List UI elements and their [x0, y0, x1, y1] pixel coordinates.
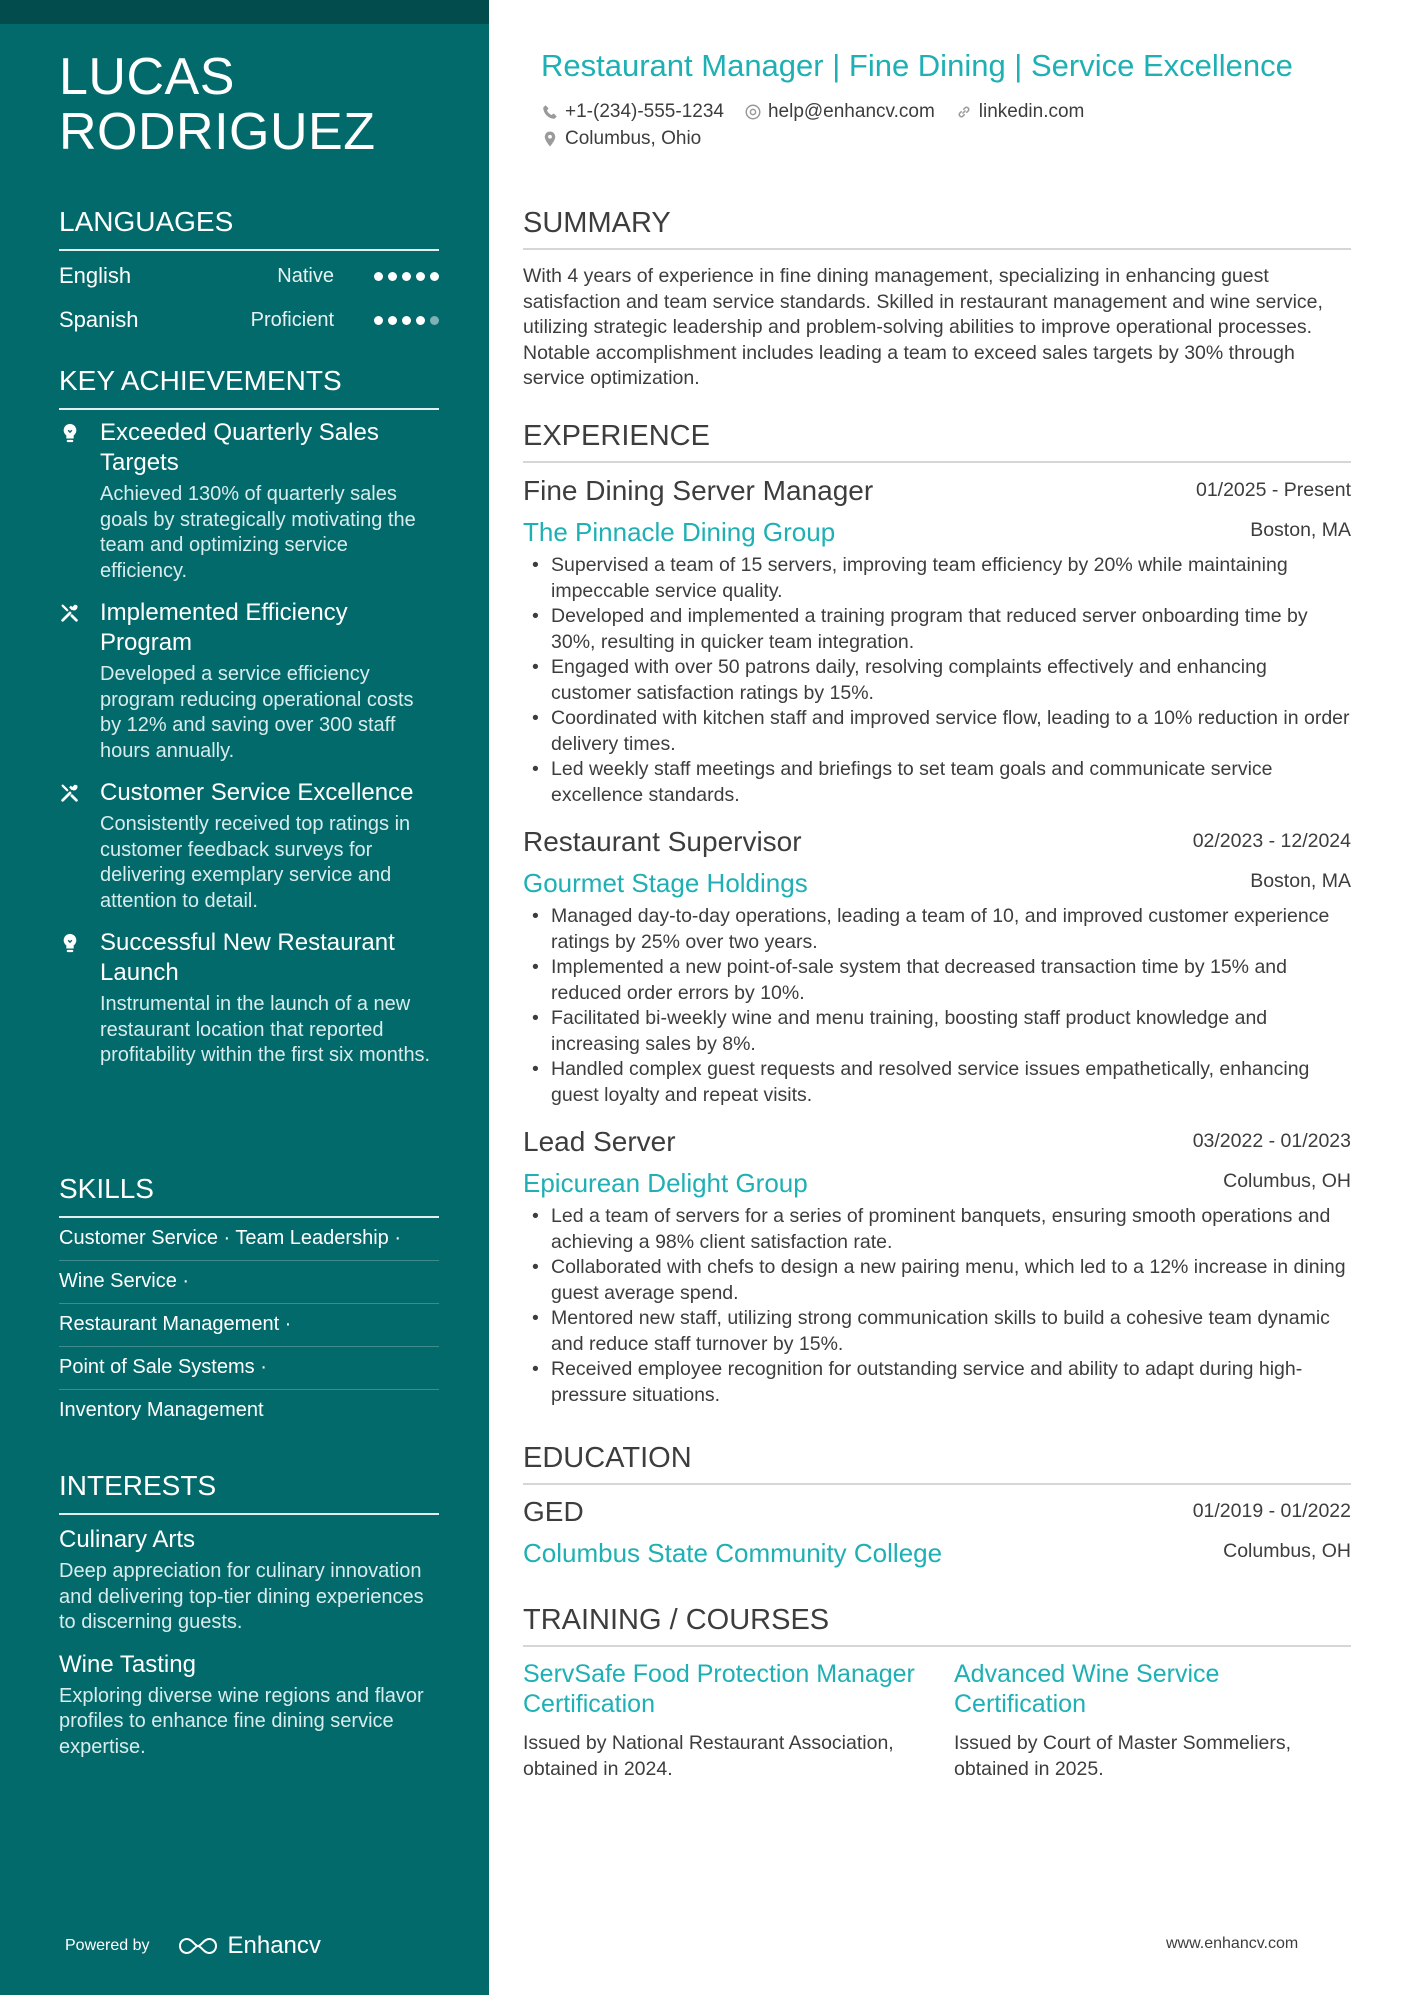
interest-desc: Deep appreciation for culinary innovation and delivering top-tier dining experiences to discerning guests. — [59, 1560, 424, 1633]
achievements-heading: KEY ACHIEVEMENTS — [59, 364, 439, 410]
rating-dot — [416, 272, 425, 281]
summary-heading: SUMMARY — [523, 206, 1351, 250]
headline: Restaurant Manager | Fine Dining | Service Excellence — [541, 48, 1293, 83]
sidebar — [0, 0, 489, 1995]
name-first: LUCAS — [59, 48, 235, 106]
job-bullet: • Collaborated with chefs to design a new pairing menu, which led to a 12% increase in dining guest average spend. — [523, 1255, 1351, 1306]
contact-email[interactable] — [744, 101, 935, 123]
tools-icon — [59, 782, 81, 804]
rating-dot — [374, 316, 383, 325]
footer-site-link[interactable]: www.enhancv.com — [1166, 1935, 1299, 1952]
rating-dot — [374, 272, 383, 281]
course-desc: Issued by National Restaurant Association, obtained in 2024. — [523, 1732, 894, 1780]
skill-line: Customer Service · Team Leadership · — [59, 1218, 439, 1261]
interests-heading: INTERESTS — [59, 1469, 439, 1515]
contact-location — [541, 128, 701, 150]
bulb-icon — [59, 932, 81, 954]
job-bullet: • Handled complex guest requests and resolved service issues empathetically, enhancing guest loyalty and repeat visits. — [523, 1057, 1351, 1108]
achievement-title: Successful New Restaurant Launch — [100, 929, 395, 986]
job-location: Boston, MA — [1250, 519, 1351, 541]
linkedin-text: linkedin.com — [978, 101, 1085, 122]
languages-heading: LANGUAGES — [59, 205, 439, 251]
contact-row — [541, 101, 1084, 123]
rating-dot — [388, 272, 397, 281]
job-bullet: • Received employee recognition for outstanding service and ability to adapt during high-pressure situations. — [523, 1357, 1351, 1408]
achievement-title: Implemented Efficiency Program — [100, 599, 348, 656]
enhancv-logo-text: Enhancv — [227, 1932, 321, 1959]
bulb-icon — [59, 422, 81, 444]
achievement-item — [59, 778, 439, 914]
language-rating — [374, 316, 439, 325]
enhancv-logo-icon — [176, 1935, 220, 1957]
education-degree: GED — [523, 1496, 584, 1527]
candidate-name — [59, 50, 376, 160]
job-bullet: • Mentored new staff, utilizing strong communication skills to build a cohesive team dynamic and reduce staff turnover by 15%. — [523, 1306, 1351, 1357]
education-entry — [523, 1496, 1351, 1574]
skill-line: Wine Service · — [59, 1261, 439, 1304]
at-icon — [744, 103, 762, 121]
course-title: Advanced Wine Service Certification — [954, 1660, 1220, 1718]
language-level: Proficient — [250, 309, 334, 331]
rating-dot — [430, 272, 439, 281]
experience-heading: EXPERIENCE — [523, 419, 1351, 463]
education-location: Columbus, OH — [1223, 1540, 1351, 1562]
job-entry — [523, 1126, 1351, 1408]
job-title: Lead Server — [523, 1126, 676, 1157]
job-company: The Pinnacle Dining Group — [523, 517, 836, 547]
course-title: ServSafe Food Protection Manager Certification — [523, 1660, 915, 1718]
languages-section — [59, 205, 439, 341]
job-bullet: • Facilitated bi-weekly wine and menu training, boosting staff product knowledge and increasing sales by 8%. — [523, 1006, 1351, 1057]
job-bullets — [523, 904, 1351, 1108]
rating-dot — [402, 316, 411, 325]
job-date: 03/2022 - 01/2023 — [1192, 1130, 1351, 1152]
job-bullet: • Led weekly staff meetings and briefings to set team goals and communicate service excellence standards. — [523, 757, 1351, 808]
rating-dot-empty — [430, 316, 439, 325]
skills-section — [59, 1172, 439, 1432]
job-title: Fine Dining Server Manager — [523, 475, 874, 506]
rating-dot — [388, 316, 397, 325]
language-name: English — [59, 263, 132, 288]
job-company: Epicurean Delight Group — [523, 1168, 808, 1198]
job-entry — [523, 475, 1351, 808]
achievement-desc: Achieved 130% of quarterly sales goals by strategically motivating the team and optimizing service efficiency. — [100, 483, 416, 582]
achievement-desc: Instrumental in the launch of a new restaurant location that reported profitability within the first six months. — [100, 993, 431, 1066]
job-title: Restaurant Supervisor — [523, 826, 802, 857]
language-name: Spanish — [59, 307, 139, 332]
link-icon — [955, 103, 973, 121]
achievement-item — [59, 598, 439, 764]
education-heading: EDUCATION — [523, 1441, 1351, 1485]
language-row — [59, 253, 439, 297]
skill-line: Inventory Management — [59, 1399, 264, 1421]
interest-title: Culinary Arts — [59, 1526, 196, 1553]
tools-icon — [59, 602, 81, 624]
job-bullet: • Coordinated with kitchen staff and improved service flow, leading to a 10% reduction in order delivery times. — [523, 706, 1351, 757]
job-bullet: • Managed day-to-day operations, leading a team of 10, and improved customer experience ratings by 25% over two years. — [523, 904, 1351, 955]
contact-linkedin[interactable] — [955, 101, 1085, 123]
achievement-title: Exceeded Quarterly Sales Targets — [100, 419, 379, 476]
rating-dot — [416, 316, 425, 325]
job-bullet: • Supervised a team of 15 servers, improving team efficiency by 20% while maintaining impeccable service quality. — [523, 553, 1351, 604]
rating-dot — [402, 272, 411, 281]
interest-desc: Exploring diverse wine regions and flavor profiles to enhance fine dining service expertise. — [59, 1684, 424, 1758]
skill-line: Restaurant Management · — [59, 1304, 439, 1347]
location-text: Columbus, Ohio — [565, 128, 702, 149]
location-pin-icon — [541, 130, 559, 148]
skill-line: Point of Sale Systems · — [59, 1347, 439, 1390]
achievement-item — [59, 418, 439, 584]
name-last: RODRIGUEZ — [59, 103, 376, 161]
job-bullet: • Engaged with over 50 patrons daily, resolving complaints effectively and enhancing customer satisfaction ratings by 15%. — [523, 655, 1351, 706]
job-company: Gourmet Stage Holdings — [523, 868, 808, 898]
language-rating — [374, 272, 439, 281]
job-entry — [523, 826, 1351, 1108]
job-location: Boston, MA — [1250, 870, 1351, 892]
language-level: Native — [277, 265, 334, 287]
email-text: help@enhancv.com — [767, 101, 935, 122]
job-bullets — [523, 553, 1351, 808]
phone-icon — [541, 103, 559, 121]
job-bullet: • Led a team of servers for a series of prominent banquets, ensuring smooth operations and achieving a 98% client satisfaction rate. — [523, 1204, 1351, 1255]
job-bullet: • Developed and implemented a training program that reduced server onboarding time by 30%, resulting in quicker team integration. — [523, 604, 1351, 655]
course-item — [954, 1659, 1354, 1782]
summary-text: With 4 years of experience in fine dining management, specializing in enhancing guest satisfaction and team service standards. Skilled in restaurant management and wine service, utilizing strategic leadership and problem-solving abilities to improve operational processes. Notable accomplishment includes leading a team to exceed sales targets by 30% through service optimization. — [523, 265, 1323, 389]
achievement-title: Customer Service Excellence — [100, 779, 414, 806]
contact-row-2 — [541, 128, 701, 150]
course-desc: Issued by Court of Master Sommeliers, obtained in 2025. — [954, 1732, 1292, 1780]
sidebar-top-bar — [0, 0, 489, 24]
job-bullets — [523, 1204, 1351, 1408]
course-item — [523, 1659, 923, 1782]
achievement-item — [59, 928, 439, 1069]
achievement-desc: Consistently received top ratings in customer feedback surveys for delivering exemplary service and attention to detail. — [100, 813, 411, 912]
skills-heading: SKILLS — [59, 1172, 439, 1218]
education-date: 01/2019 - 01/2022 — [1192, 1500, 1351, 1522]
job-bullet: • Implemented a new point-of-sale system that decreased transaction time by 15% and reduced order errors by 10%. — [523, 955, 1351, 1006]
interest-title: Wine Tasting — [59, 1650, 196, 1678]
powered-by-label: Powered by — [65, 1937, 150, 1954]
powered-by — [65, 1932, 321, 1960]
education-school: Columbus State Community College — [523, 1538, 943, 1568]
job-date: 02/2023 - 12/2024 — [1192, 830, 1351, 852]
contact-phone[interactable] — [541, 101, 724, 123]
enhancv-logo[interactable] — [176, 1932, 321, 1960]
interests-section — [59, 1469, 439, 1760]
achievement-desc: Developed a service efficiency program reducing operational costs by 12% and saving over 300 staff hours annually. — [100, 663, 414, 762]
job-date: 01/2025 - Present — [1195, 479, 1351, 501]
training-heading: TRAINING / COURSES — [523, 1603, 1351, 1647]
phone-text: +1-(234)-555-1234 — [565, 101, 724, 122]
job-location: Columbus, OH — [1223, 1170, 1351, 1192]
language-row — [59, 297, 439, 341]
achievements-section — [59, 364, 439, 1069]
